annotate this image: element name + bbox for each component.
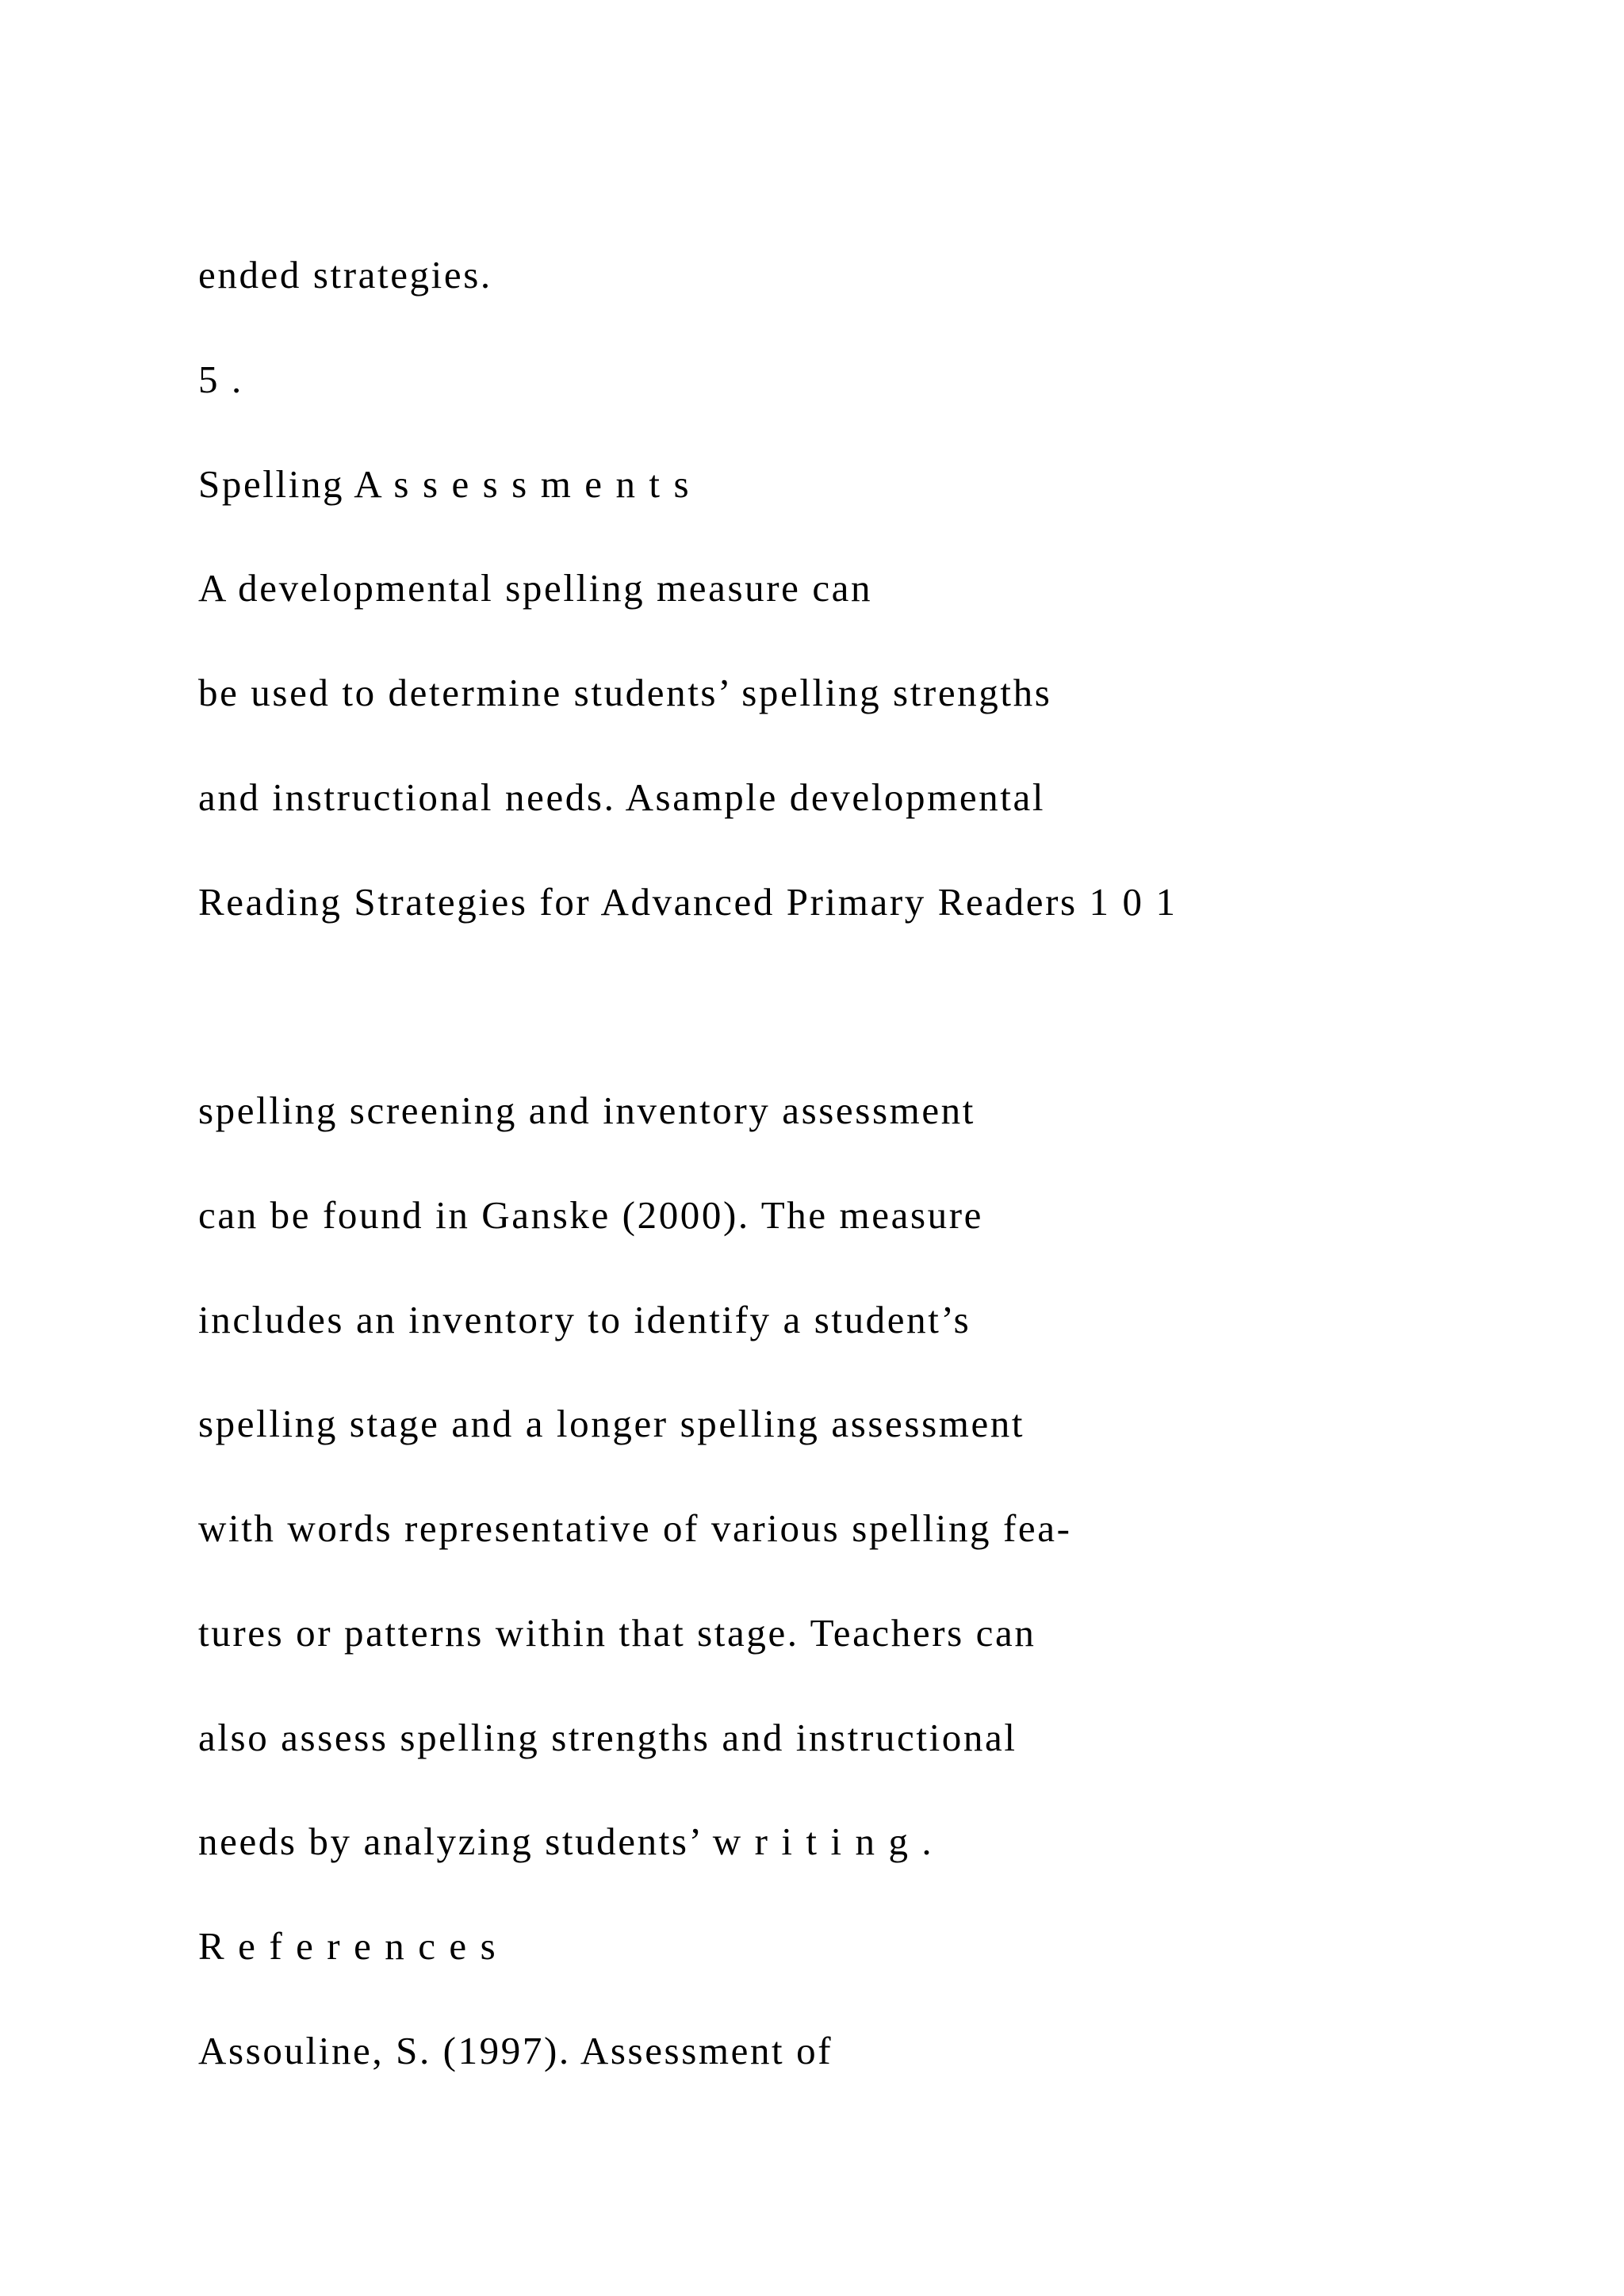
section-heading-spelling-assessments: Spelling A s s e s s m e n t s bbox=[198, 462, 691, 506]
running-footer: Reading Strategies for Advanced Primary Readers 1 0 1 bbox=[198, 880, 1178, 924]
text-line-ended-strategies: ended strategies. bbox=[198, 253, 492, 297]
body-text-line: with words representative of various spelling fea- bbox=[198, 1506, 1072, 1550]
body-text-line: spelling screening and inventory assessment bbox=[198, 1089, 975, 1132]
body-text-line: be used to determine students’ spelling strengths bbox=[198, 671, 1052, 714]
body-text-line: and instructional needs. Asample developmental bbox=[198, 775, 1046, 819]
body-text-line: includes an inventory to identify a student’s bbox=[198, 1298, 971, 1341]
reference-entry: Assouline, S. (1997). Assessment of bbox=[198, 2029, 833, 2072]
body-text-line: spelling stage and a longer spelling assessment bbox=[198, 1402, 1025, 1445]
body-text-line: also assess spelling strengths and instructional bbox=[198, 1716, 1017, 1759]
body-text-line: tures or patterns within that stage. Teachers can bbox=[198, 1611, 1036, 1655]
body-text-line: A developmental spelling measure can bbox=[198, 566, 873, 610]
body-text-line: needs by analyzing students’ w r i t i n g . bbox=[198, 1820, 934, 1863]
body-text-line: can be found in Ganske (2000). The measure bbox=[198, 1193, 984, 1237]
section-heading-references: R e f e r e n c e s bbox=[198, 1924, 498, 1968]
list-number: 5 . bbox=[198, 358, 243, 401]
